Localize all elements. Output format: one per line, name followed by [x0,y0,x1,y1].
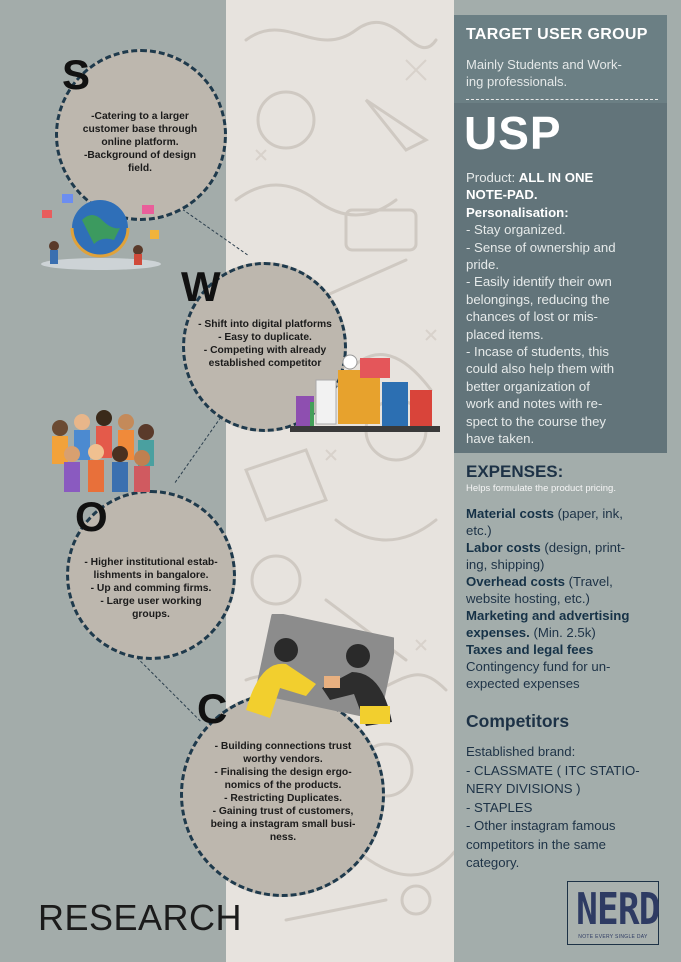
expense-label: Marketing and advertising [466,608,630,623]
opportunity-line: - Higher institutional estab- [84,557,218,568]
target-desc-line: ing professionals. [466,74,568,89]
weakness-line: - Easy to duplicate. [218,332,312,343]
challenge-line: - Building connections trust [214,741,352,752]
divider [466,99,658,100]
target-description [466,56,622,90]
weaknesses-letter: W [181,263,221,310]
strength-line: customer base through [82,124,198,135]
usp-point-line: placed items. [466,326,544,342]
logo-tagline: NOTE EVERY SINGLE DAY [578,934,648,940]
expense-detail: (Min. 2.5k) [529,625,596,640]
usp-point-line: pride. [466,257,499,273]
competitor-line: - STAPLES [466,799,533,815]
expense-detail: (paper, ink, [553,506,623,521]
usp-point-line: - Sense of ownership and [466,239,616,255]
challenges-letter: C [197,685,228,732]
challenge-line: - Gaining trust of customers, [212,806,354,817]
expense-overhead-cont: website hosting, etc.) [466,591,590,606]
logo-wordmark: NERD [576,884,660,935]
strength-line: field. [127,163,153,174]
expense-material [466,505,671,522]
usp-point-line: - Easily identify their own [466,274,612,290]
usp-point-line: could also help them with [466,361,615,377]
expense-label: Taxes and legal fees [466,642,594,657]
expense-taxes [466,641,671,658]
strength-line: online platform. [101,137,179,148]
product-value-cont: NOTE-PAD. [466,187,538,203]
weakness-line: established competitor [208,358,322,369]
expense-label: Material costs [466,506,554,521]
product-value: ALL IN ONE [518,170,594,185]
opportunity-line: - Up and comming firms. [90,583,212,594]
usp-point-line: spect to the course they [466,413,607,429]
competitor-line: NERY DIVISIONS ) [466,781,581,796]
competitors-list [466,743,671,873]
competitor-line: Established brand: [466,744,576,759]
personalisation-label: Personalisation: [466,204,569,220]
challenge-line: worthy vendors. [243,754,323,765]
challenge-line: - Finalising the design ergo- [214,767,352,778]
usp-point-line: - Stay organized. [466,222,566,238]
competitor-line: - CLASSMATE ( ITC STATIO- [466,762,640,778]
challenges-text [188,740,378,844]
expenses-subtitle: Helps formulate the product pricing. [466,483,616,494]
competitors-heading: Competitors [466,711,570,731]
target-heading: TARGET USER GROUP [466,26,648,43]
research-title: RESEARCH [38,897,243,938]
expense-marketing [466,607,671,624]
opportunity-line: groups. [132,609,170,620]
usp-point-line: work and notes with re- [466,396,603,412]
opportunities-text [68,556,234,621]
strength-line: -Background of design [83,150,197,161]
crowd-illustration [42,404,160,496]
expense-detail: (Travel, [564,574,613,589]
opportunities-letter: O [75,493,108,540]
nerd-logo [567,881,659,945]
usp-point-line: have taken. [466,431,535,447]
expenses-list [466,505,671,692]
competitor-line: competitors in the same [466,836,606,852]
usp-product-line [466,169,666,186]
product-label: Product: [466,170,519,185]
challenge-line: nomics of the products. [224,780,342,791]
expense-material-cont: etc.) [466,523,492,538]
expense-label: Labor costs [466,540,541,555]
usp-point-line: better organization of [466,378,590,394]
expense-marketing-cont [466,624,671,641]
challenge-line: ness. [269,832,297,843]
expense-contingency-cont: expected expenses [466,676,580,691]
expense-label: expenses. [466,625,530,640]
opportunity-line: lishments in bangalore. [93,570,209,581]
expenses-heading: EXPENSES: [466,462,564,481]
strengths-text [70,110,210,175]
expense-labor-cont: ing, shipping) [466,557,545,572]
stationery-illustration [290,352,440,434]
challenge-line: being a instagram small busi- [210,819,356,830]
usp-heading: USP [464,107,562,159]
weakness-line: - Competing with already [203,345,327,356]
handshake-illustration [242,614,394,730]
expense-label: Overhead costs [466,574,565,589]
weakness-line: - Shift into digital platforms [198,319,332,330]
expense-overhead [466,573,671,590]
globe-illustration [32,190,170,272]
usp-body [466,169,666,448]
challenge-line: - Restricting Duplicates. [224,793,342,804]
competitor-line: category. [466,855,520,870]
usp-points [466,221,666,447]
strengths-letter: S [62,51,91,98]
usp-point-line: belongings, reducing the [466,291,610,307]
opportunity-line: - Large user working [100,596,202,607]
expense-labor [466,539,671,556]
usp-point-line: - Incase of students, this [466,344,609,360]
strength-line: -Catering to a larger [91,111,189,122]
usp-point-line: chances of lost or mis- [466,309,598,325]
competitor-line: - Other instagram famous [466,818,616,833]
expense-detail: (design, print- [540,540,626,555]
target-desc-line: Mainly Students and Work- [466,57,622,72]
expense-contingency: Contingency fund for un- [466,659,611,674]
